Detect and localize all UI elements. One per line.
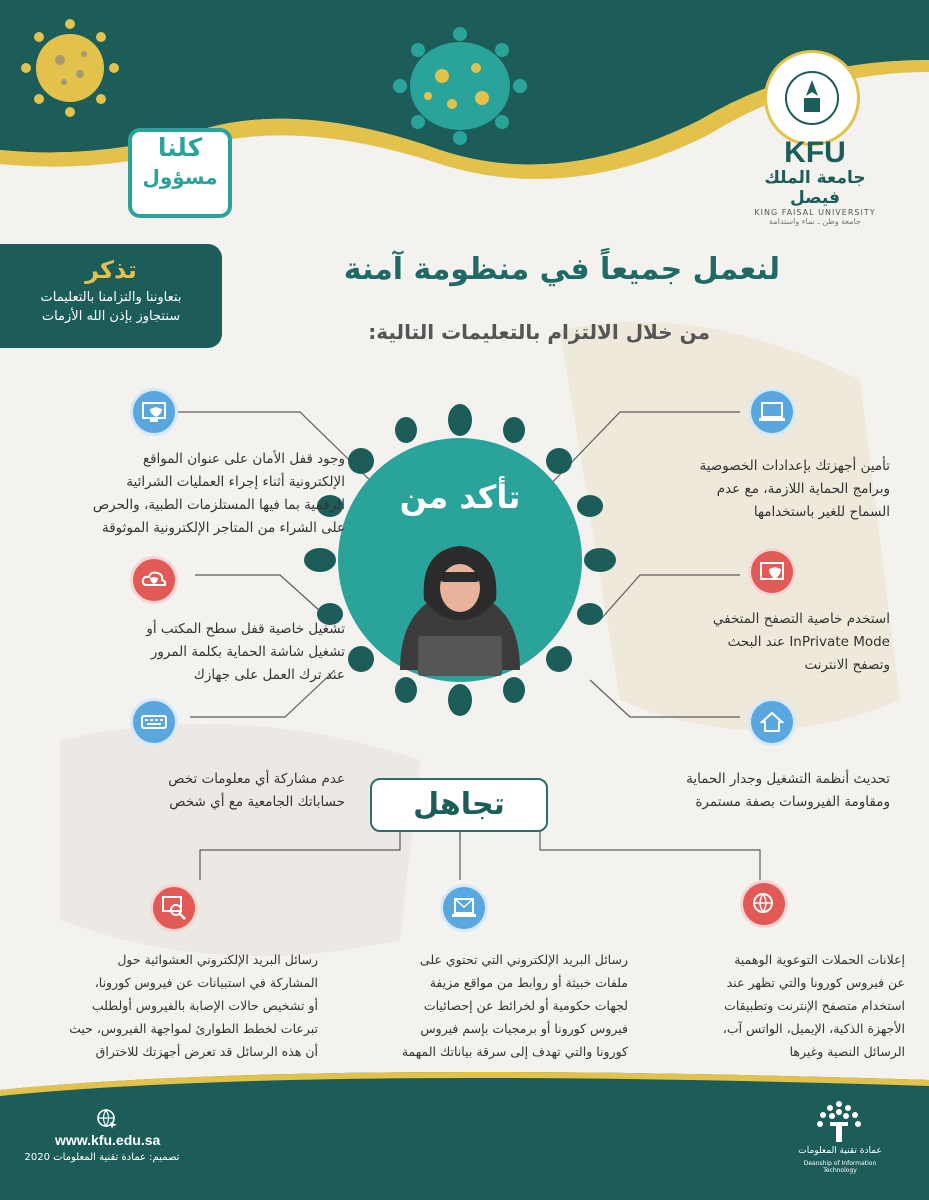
search-bug-icon <box>150 884 198 932</box>
ensure-item-1-line: وبرامج الحماية اللازمة، مع عدم <box>716 481 890 497</box>
reminder-line1: بتعاوننا والتزامنا بالتعليمات <box>40 290 182 305</box>
kfu-seal-logo <box>764 50 860 146</box>
ensure-item-2-line: InPrivate Mode عند البحث <box>727 634 890 650</box>
hacker-virus-illustration <box>300 400 620 720</box>
ensure-item-4-line: الرقمية بما فيها المستلزمات الطبية، والحرص <box>92 497 345 513</box>
ensure-item-5-line: تشغيل شاشة الحماية بكلمة المرور <box>150 644 345 660</box>
design-credit: تصميم: عمادة تقنية المعلومات 2020 <box>24 1152 180 1163</box>
ensure-item-3-line: تحديث أنظمة التشغيل وجدار الحماية <box>686 771 890 787</box>
ignore-label: تجاهل <box>413 787 505 822</box>
laptop-wifi-icon <box>748 388 796 436</box>
ensure-item-5 <box>30 618 345 687</box>
ignore-item-3-line: تبرعات لخطط الطوارئ لمواجهة الفيروس، حيث <box>69 1021 318 1036</box>
monitor-lock-icon <box>130 388 178 436</box>
campaign-badge <box>128 128 232 218</box>
virus-icon <box>20 18 120 118</box>
ignore-label-box <box>370 778 548 832</box>
ignore-item-3-line: أن هذه الرسائل قد تعرض أجهزتك للاختراق <box>95 1044 318 1059</box>
ignore-item-2-line: ملفات خبيثة أو روابط من مواقع مزيفة <box>429 975 628 990</box>
ensure-item-5-line: تشغيل خاصية قفل سطح المكتب أو <box>146 621 345 637</box>
ensure-item-3-line: ومقاومة الفيروسات بصفة مستمرة <box>695 794 890 810</box>
ensure-item-6-line: حساباتك الجامعية مع أي شخص <box>169 794 345 810</box>
ignore-item-1-line: الأجهزة الذكية، الإيميل، الواتس آب، <box>722 1021 905 1036</box>
it-deanship-name-en: Deanship of Information Technology <box>803 1160 877 1174</box>
browser-shield-icon <box>748 548 796 596</box>
ensure-item-1-line: تأمين أجهزتك بإعدادات الخصوصية <box>699 458 890 474</box>
virus-icon <box>390 26 530 146</box>
reminder-box <box>0 244 222 348</box>
ensure-item-6 <box>30 768 345 814</box>
logo-name-en: KING FAISAL UNIVERSITY <box>754 208 876 217</box>
ignore-item-1 <box>640 948 905 1063</box>
ensure-item-1 <box>600 455 890 524</box>
reminder-line2: سنتجاوز بإذن الله الأزمات <box>41 309 181 324</box>
it-deanship-logo <box>808 1098 870 1148</box>
website-link[interactable]: www.kfu.edu.sa <box>55 1132 161 1148</box>
logo-tagline: جامعة وطن ـ نماء واستدامة <box>769 217 861 226</box>
ignore-item-1-line: إعلانات الحملات التوعوية الوهمية <box>734 952 905 967</box>
ignore-item-2 <box>338 948 628 1063</box>
keyboard-icon <box>130 698 178 746</box>
ensure-item-2 <box>600 608 890 677</box>
email-device-icon <box>440 884 488 932</box>
badge-line2: مسؤول <box>142 165 218 189</box>
ignore-item-2-line: لجهات حكومية أو لخرائط عن إحصائيات <box>423 998 628 1013</box>
ensure-item-4-line: على الشراء من المتاجر الإلكترونية الموثوقة <box>101 520 345 536</box>
ignore-item-3-line: المشاركة في استبيانات عن فيروس كورونا، <box>94 975 318 990</box>
ignore-item-2-line: فيروس كورونا أو برمجيات بإسم فيروس <box>420 1021 628 1036</box>
globe-hand-icon <box>740 880 788 928</box>
ensure-item-5-line: عند ترك العمل على جهازك <box>193 667 345 683</box>
logo-name-ar: جامعة الملك فيصل <box>764 168 866 208</box>
ignore-item-3 <box>28 948 318 1063</box>
ignore-item-3-line: أو تشخيص حالات الإصابة بالفيروس أولطلب <box>91 998 318 1013</box>
ignore-item-2-line: رسائل البريد الإلكتروني التي تحتوي على <box>419 952 628 967</box>
kfu-logo-text <box>740 138 890 226</box>
cloud-shield-icon <box>130 556 178 604</box>
ensure-item-6-line: عدم مشاركة أي معلومات تخص <box>168 771 345 787</box>
badge-line1: كلنا <box>157 133 203 162</box>
ensure-item-1-line: السماح للغير باستخدامها <box>753 504 890 520</box>
ignore-item-2-line: كورونا والتي تهدف إلى سرقة بياناتك المهمة <box>401 1044 628 1059</box>
it-deanship-name-ar: عمادة تقنية المعلومات <box>798 1146 882 1156</box>
page-headline: لنعمل جميعاً في منظومة آمنة <box>343 252 780 287</box>
ensure-item-2-line: استخدم خاصية التصفح المتخفي <box>712 611 890 627</box>
reminder-title: تذكر <box>85 256 137 284</box>
ignore-item-1-line: عن فيروس كورونا والتي تظهر عند <box>726 975 905 990</box>
ensure-item-4-line: الإلكترونية أثناء إجراء العمليات الشرائية <box>126 474 345 490</box>
logo-abbr: KFU <box>784 136 846 169</box>
home-shield-icon <box>748 698 796 746</box>
ensure-item-3 <box>600 768 890 814</box>
center-label: تأكد من <box>399 478 521 516</box>
ensure-item-2-line: وتصفح الانترنت <box>804 657 890 673</box>
ensure-item-4 <box>30 448 345 540</box>
ignore-item-1-line: الرسائل النصية وغيرها <box>789 1044 905 1059</box>
ensure-item-4-line: وجود قفل الأمان على عنوان المواقع <box>142 451 345 467</box>
globe-cursor-icon <box>96 1108 118 1134</box>
page-subheadline: من خلال الالتزام بالتعليمات التالية: <box>368 320 710 344</box>
ignore-item-3-line: رسائل البريد الإلكتروني العشوائية حول <box>117 952 318 967</box>
ignore-item-1-line: استخدام متصفح الإنترنت وتطبيقات <box>724 998 905 1013</box>
